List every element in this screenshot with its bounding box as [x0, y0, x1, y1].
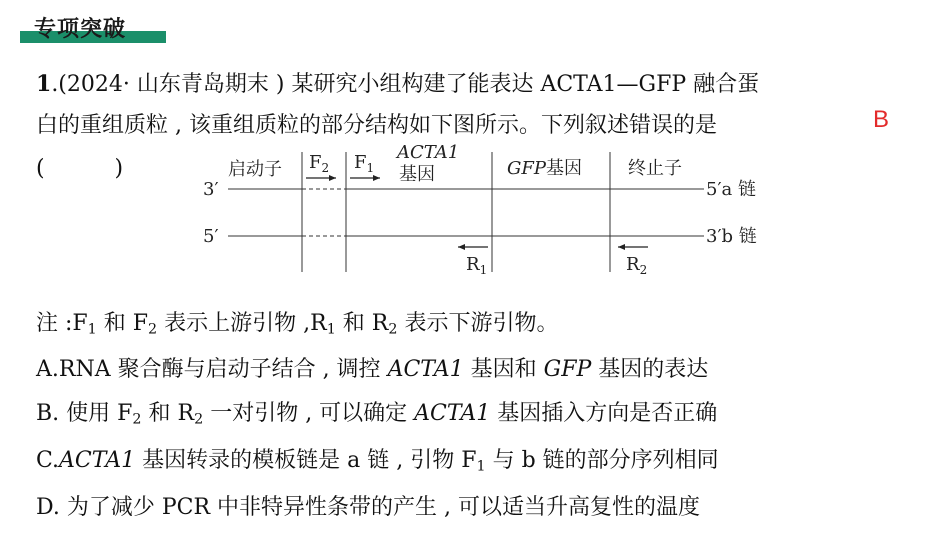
option-d[interactable]: D. 为了减少 PCR 中非特异性条带的产生 , 可以适当升高复性的温度	[36, 495, 701, 520]
question-text-1: 某研究小组构建了能表达 ACTA1—GFP 融合蛋	[284, 72, 760, 97]
label-acta1: ACTA1	[397, 142, 460, 163]
option-c[interactable]: C.ACTA1 基因转录的模板链是 a 链 , 引物 $F_1$ 与 b 链的部分序列相同	[36, 448, 719, 475]
section-title: 专项突破	[34, 17, 127, 42]
label-promoter: 启动子	[228, 159, 282, 180]
answer-mark: B	[873, 106, 890, 133]
option-b[interactable]: B. 使用 $F_2$ 和 $R_2$ 一对引物 , 可以确定 ACTA1 基因插入方向是否正确	[36, 401, 718, 428]
label-terminator: 终止子	[628, 158, 682, 179]
question-source: .(2024· 山东青岛期末 )	[51, 72, 285, 97]
label-F1: $F_1$	[354, 152, 375, 175]
question-line-2: 白的重组质粒 , 该重组质粒的部分结构如下图所示。下列叙述错误的是	[36, 113, 717, 138]
question-number: 1	[36, 71, 52, 97]
label-F2: $F_2$	[309, 152, 330, 175]
strand-a-right-label: 5′a 链	[706, 179, 756, 200]
label-R2: $R_2$	[626, 254, 648, 277]
label-gfp-gene: GFP基因	[507, 158, 582, 179]
option-a[interactable]: A.RNA 聚合酶与启动子结合 , 调控 ACTA1 基因和 GFP 基因的表达	[36, 357, 709, 382]
label-acta1-gene: 基因	[399, 164, 435, 185]
answer-parentheses: ( )	[36, 156, 124, 181]
strand-b-right-label: 3′b 链	[706, 226, 757, 247]
strand-b-left-label: 5′	[203, 226, 219, 247]
diagram-note: 注 $:F_1$ 和 $F_2$ 表示上游引物 $,R_1$ 和 $R_2$ 表示下游引物。	[36, 311, 559, 338]
label-R1: $R_1$	[466, 254, 488, 277]
strand-a-left-label: 3′	[203, 179, 219, 200]
